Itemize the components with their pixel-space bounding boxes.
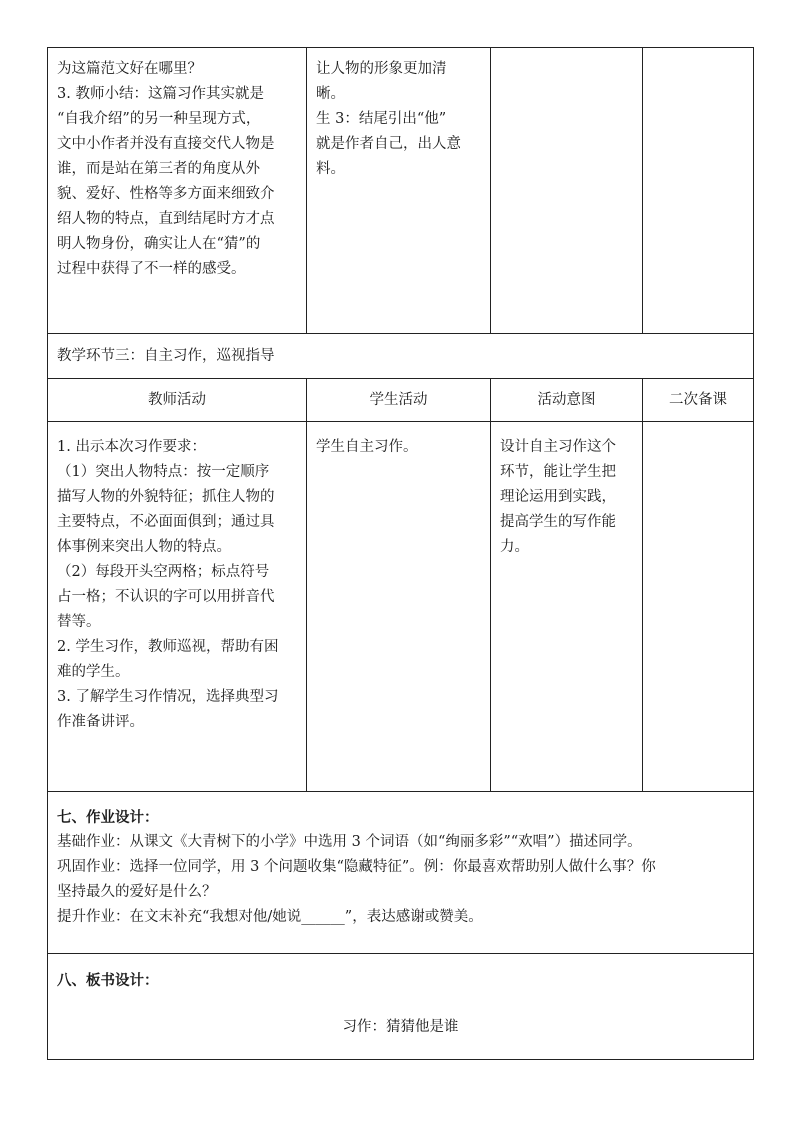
homework-cell — [48, 792, 754, 954]
text-line: 难的学生。 — [57, 664, 130, 680]
lesson-plan-table — [47, 47, 754, 1060]
homework-line: 提升作业：在文末补充“我想对他/她说______”，表达感谢或赞美。 — [57, 909, 483, 925]
homework-row — [48, 792, 754, 954]
text-line: 绍人物的特点，直到结尾时方才点 — [57, 211, 275, 227]
text-line: 料。 — [316, 161, 345, 177]
text-line: 2. 学生习作，教师巡视，帮助有困 — [57, 639, 279, 655]
text-line: 过程中获得了不一样的感受。 — [57, 261, 246, 277]
lesson-plan-page — [47, 47, 753, 1060]
text-line: 设计自主习作这个 — [500, 439, 616, 455]
text-line: 明人物身份，确实让人在“猜”的 — [57, 236, 261, 252]
second-prep-cell — [643, 422, 754, 792]
text-line: “自我介绍”的另一种呈现方式， — [57, 111, 261, 127]
text-line: （1）突出人物特点：按一定顺序 — [57, 464, 270, 480]
column-header-row — [48, 379, 754, 422]
text-line: 晰。 — [316, 86, 345, 102]
text-line: 文中小作者并没有直接交代人物是 — [57, 136, 275, 152]
text-line: 提高学生的写作能 — [500, 514, 616, 530]
text-line: 占一格；不认识的字可以用拼音代 — [57, 589, 275, 605]
section-three-title: 教学环节三：自主习作，巡视指导 — [48, 334, 754, 379]
board-design-cell — [48, 954, 754, 1060]
text-line: 体事例来突出人物的特点。 — [57, 539, 231, 555]
activity-intent-cell — [491, 48, 643, 334]
teacher-activity-cell — [48, 48, 307, 334]
header-student-activity: 学生活动 — [307, 379, 491, 422]
homework-title: 七、作业设计： — [57, 809, 159, 826]
second-prep-cell — [643, 48, 754, 334]
text-line: 生 3：结尾引出“他” — [316, 111, 447, 127]
header-teacher-activity: 教师活动 — [48, 379, 307, 422]
section-three-activity-row — [48, 422, 754, 792]
section-three-row — [48, 334, 754, 379]
activity-intent-cell — [491, 422, 643, 792]
text-line: 1. 出示本次习作要求： — [57, 439, 206, 455]
text-line: 替等。 — [57, 614, 101, 630]
text-line: 就是作者自己，出人意 — [316, 136, 461, 152]
homework-line: 坚持最久的爱好是什么？ — [57, 884, 217, 900]
board-design-row — [48, 954, 754, 1060]
text-line: （2）每段开头空两格；标点符号 — [57, 564, 270, 580]
header-activity-intent: 活动意图 — [491, 379, 643, 422]
continued-activity-row — [48, 48, 754, 334]
text-line: 力。 — [500, 539, 529, 555]
text-line: 环节，能让学生把 — [500, 464, 616, 480]
text-line: 3. 了解学生习作情况，选择典型习 — [57, 689, 279, 705]
text-line: 3. 教师小结：这篇习作其实就是 — [57, 86, 264, 102]
text-line: 理论运用到实践， — [500, 489, 616, 505]
text-line: 主要特点，不必面面俱到；通过具 — [57, 514, 275, 530]
text-line: 让人物的形象更加清 — [316, 61, 447, 77]
student-activity-cell — [307, 48, 491, 334]
homework-line: 巩固作业：选择一位同学，用 3 个问题收集“隐藏特征”。例：你最喜欢帮助别人做什么事？你 — [57, 859, 656, 875]
text-line: 作准备讲评。 — [57, 714, 144, 730]
text-line: 为这篇范文好在哪里？ — [57, 61, 202, 77]
text-line: 谁，而是站在第三者的角度从外 — [57, 161, 260, 177]
teacher-activity-cell — [48, 422, 307, 792]
student-activity-cell — [307, 422, 491, 792]
header-second-prep: 二次备课 — [643, 379, 754, 422]
homework-line: 基础作业：从课文《大青树下的小学》中选用 3 个词语（如“绚丽多彩”“欢唱”）描述同学。 — [57, 834, 642, 850]
board-design-content: 习作：猜猜他是谁 — [342, 1019, 459, 1035]
text-line: 貌、爱好、性格等多方面来细致介 — [57, 186, 275, 202]
text-line: 学生自主习作。 — [316, 439, 418, 455]
board-design-title: 八、板书设计： — [57, 972, 159, 989]
text-line: 描写人物的外貌特征；抓住人物的 — [57, 489, 275, 505]
